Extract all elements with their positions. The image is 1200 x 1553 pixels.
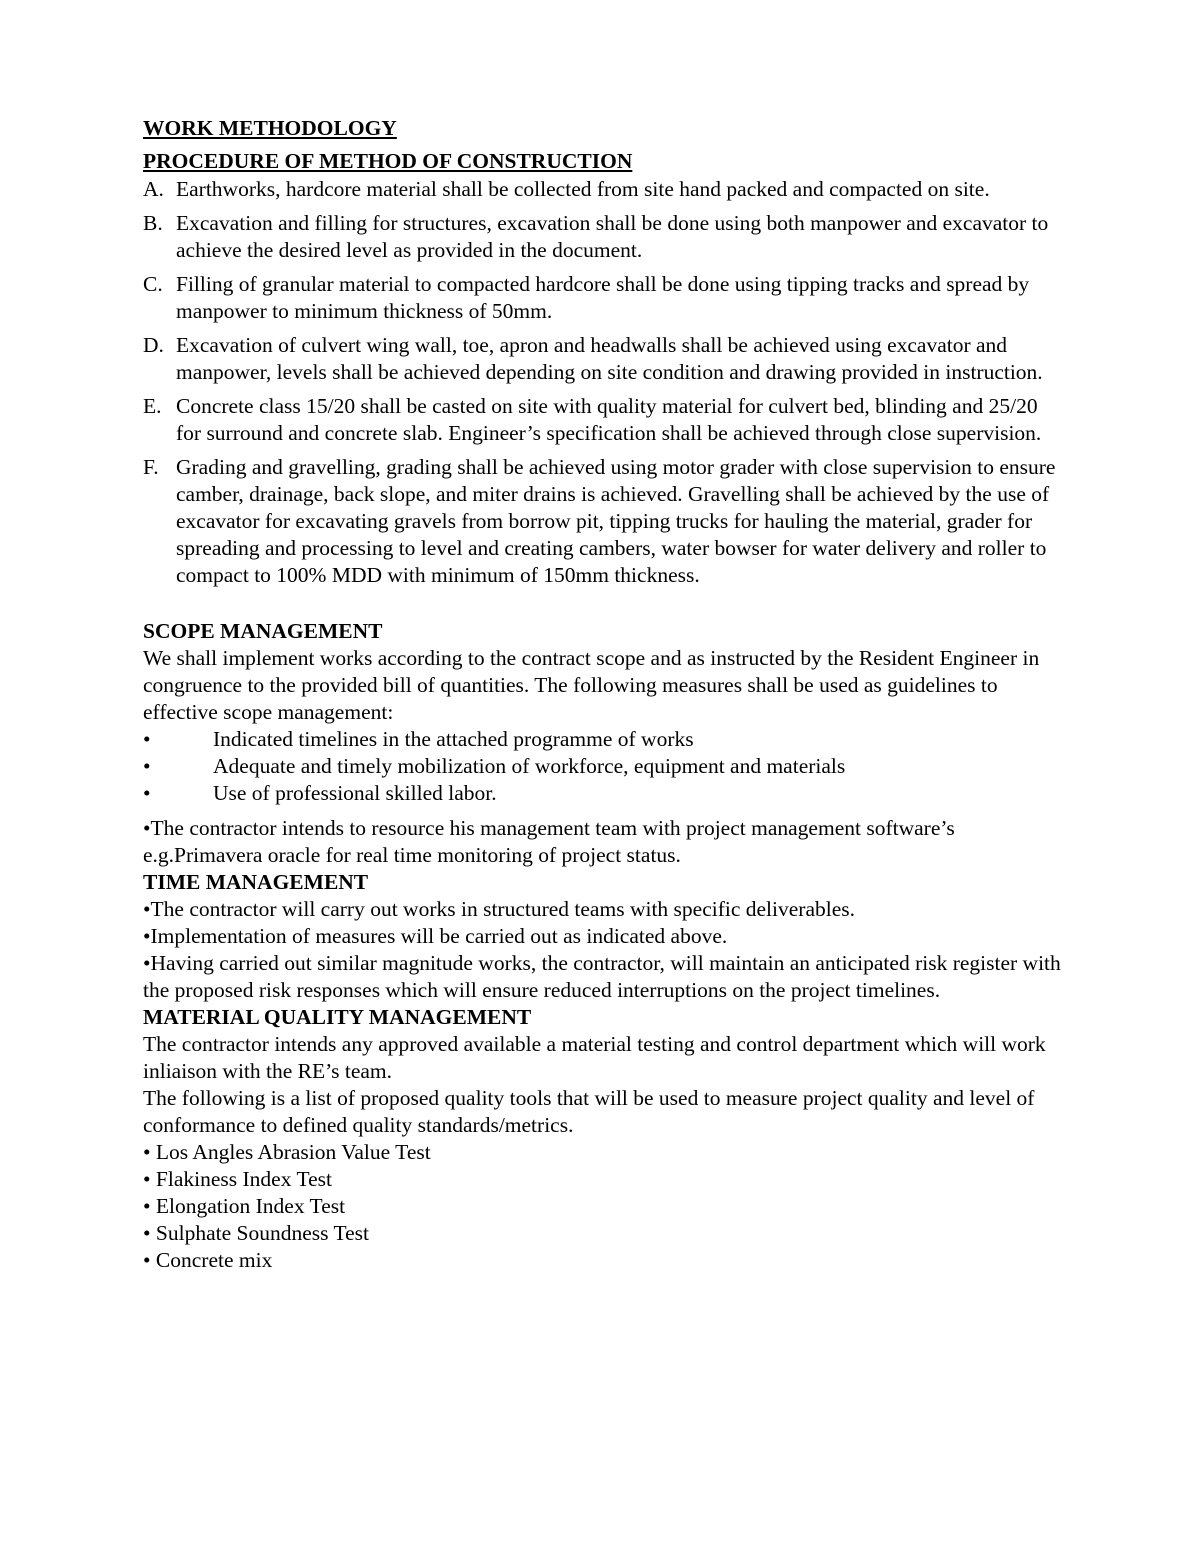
heading-procedure: PROCEDURE OF METHOD OF CONSTRUCTION — [143, 149, 633, 173]
scope-note: •The contractor intends to resource his management team with project management software’s e.g.Primavera oracle for real time monitoring of project status. — [143, 816, 955, 867]
list-item — [143, 780, 1063, 807]
list-item — [143, 393, 1063, 447]
time-item: •Implementation of measures will be carried out as indicated above. — [143, 924, 728, 948]
time-item: •Having carried out similar magnitude works, the contractor, will maintain an anticipated risk register with the proposed risk responses which will ensure reduced interruptions on the project timelines. — [143, 951, 1061, 1002]
quality-test-item: • Flakiness Index Test — [143, 1167, 332, 1191]
quality-test-item: • Elongation Index Test — [143, 1194, 346, 1218]
paragraph-spacer — [143, 807, 1063, 815]
bullet-marker: • — [143, 754, 151, 778]
quality-heading: MATERIAL QUALITY MANAGEMENT — [143, 1005, 532, 1029]
list-marker: A. — [143, 177, 164, 201]
heading-work-methodology: WORK METHODOLOGY — [143, 116, 397, 140]
list-marker: E. — [143, 394, 162, 418]
scope-heading: SCOPE MANAGEMENT — [143, 619, 383, 643]
scope-intro: We shall implement works according to the contract scope and as instructed by the Resident Engineer in congruence to the provided bill of quantities. The following measures shall be used as guidelines to effective scope management: — [143, 646, 1040, 724]
list-item — [143, 726, 1063, 753]
quality-test-item: • Sulphate Soundness Test — [143, 1221, 370, 1245]
list-marker: F. — [143, 455, 159, 479]
quality-para: The following is a list of proposed quality tools that will be used to measure project quality and level of conformance to defined quality standards/metrics. — [143, 1086, 1035, 1137]
bullet-marker: • — [143, 781, 151, 805]
quality-test-item: • Los Angles Abrasion Value Test — [143, 1140, 431, 1164]
quality-test-item: • Concrete mix — [143, 1248, 273, 1272]
list-marker: C. — [143, 272, 163, 296]
list-item — [143, 271, 1063, 325]
list-text: Grading and gravelling, grading shall be achieved using motor grader with close supervision to ensure camber, drainage, back slope, and miter drains is achieved. Gravelling shall be achieved by the use of excavator for excavating gravels from borrow pit, tipping trucks for hauling the material, grader for spreading and processing to level and creating cambers, water bowser for water delivery and roller to compact to 100% MDD with minimum of 150mm thickness. — [176, 455, 1056, 587]
list-text: Excavation and filling for structures, excavation shall be done using both manpower and excavator to achieve the desired level as provided in the document. — [176, 211, 1049, 262]
quality-para: The contractor intends any approved available a material testing and control department which will work inliaison with the RE’s team. — [143, 1032, 1046, 1083]
time-heading: TIME MANAGEMENT — [143, 870, 369, 894]
list-text: Earthworks, hardcore material shall be collected from site hand packed and compacted on site. — [176, 177, 990, 201]
bullet-text: Adequate and timely mobilization of workforce, equipment and materials — [213, 754, 846, 778]
document-page — [143, 110, 1063, 1274]
list-item — [143, 210, 1063, 264]
list-text: Filling of granular material to compacted hardcore shall be done using tipping tracks and spread by manpower to minimum thickness of 50mm. — [176, 272, 1030, 323]
bullet-text: Indicated timelines in the attached programme of works — [213, 727, 694, 751]
list-text: Excavation of culvert wing wall, toe, apron and headwalls shall be achieved using excavator and manpower, levels shall be achieved depending on site condition and drawing provided in instruction. — [176, 333, 1043, 384]
procedure-list — [143, 176, 1063, 589]
time-item: •The contractor will carry out works in structured teams with specific deliverables. — [143, 897, 856, 921]
list-marker: D. — [143, 333, 164, 357]
section-spacer — [143, 596, 1063, 618]
list-text: Concrete class 15/20 shall be casted on site with quality material for culvert bed, blinding and 25/20 for surround and concrete slab. Engineer’s specification shall be achieved through close supervision. — [176, 394, 1042, 445]
bullet-marker: • — [143, 727, 151, 751]
list-item — [143, 753, 1063, 780]
list-item — [143, 332, 1063, 386]
list-marker: B. — [143, 211, 163, 235]
bullet-text: Use of professional skilled labor. — [213, 781, 497, 805]
list-item — [143, 454, 1063, 589]
list-item — [143, 176, 1063, 203]
